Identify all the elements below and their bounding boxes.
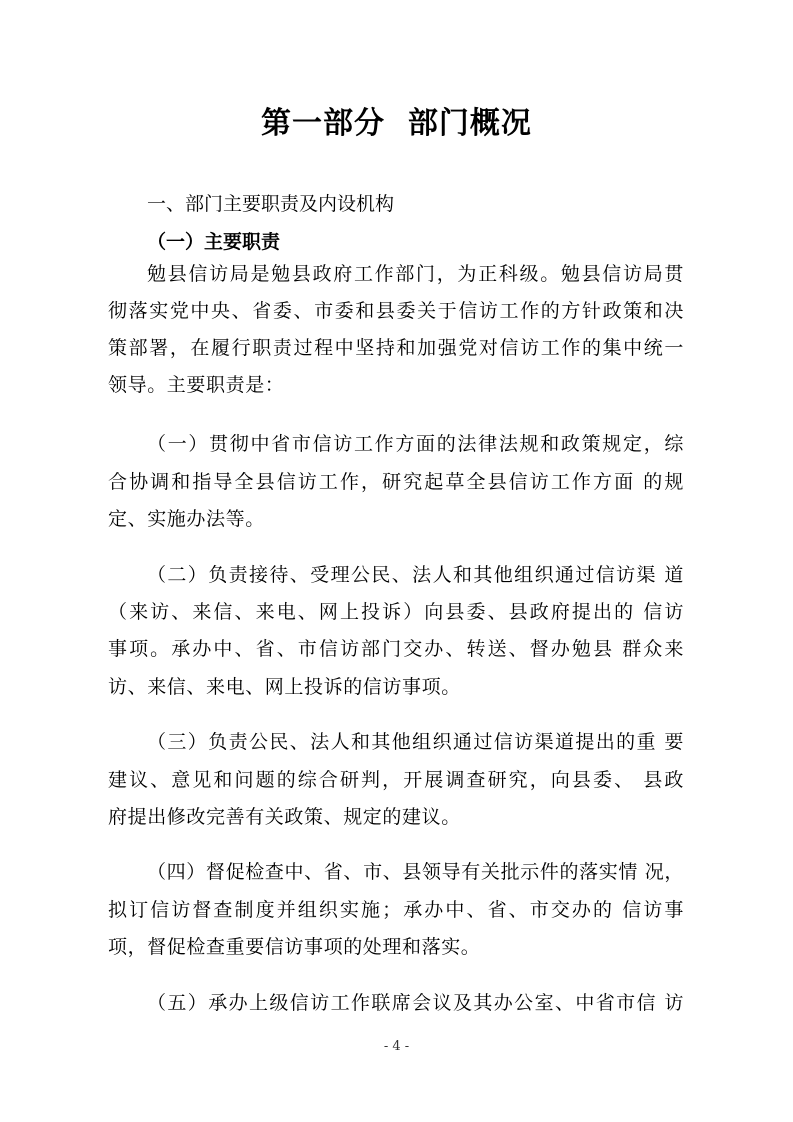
paragraph-line: 定、实施办法等。: [108, 508, 265, 530]
paragraph-line: 彻落实党中央、省委、市委和县委关于信访工作的方针政策和决: [108, 300, 684, 322]
paragraph-line: （四）督促检查中、省、市、县领导有关批示件的落实情 况，: [147, 861, 684, 883]
paragraph-line: 领导。主要职责是：: [108, 374, 285, 396]
page-number: - 4 -: [383, 1039, 410, 1054]
paragraph-line: 合协调和指导全县信访工作，研究起草全县信访工作方面 的规: [108, 471, 684, 493]
paragraph-line: 项，督促检查重要信访事项的处理和落实。: [108, 936, 481, 958]
paragraph-line: 事项。承办中、省、市信访部门交办、转送、督办勉县 群众来: [108, 638, 684, 660]
paragraph-line: （来访、来信、来电、网上投诉）向县委、县政府提出的 信访: [108, 601, 684, 623]
paragraph-line: 府提出修改完善有关政策、规定的建议。: [108, 806, 461, 828]
section-heading: 一、部门主要职责及内设机构: [147, 193, 395, 215]
page-title: 第一部分 部门概况: [261, 106, 532, 141]
paragraph-line: 拟订信访督查制度并组织实施；承办中、省、市交办的 信访事: [108, 899, 684, 921]
paragraph-line: （一）贯彻中省市信访工作方面的法律法规和政策规定，综: [147, 433, 684, 455]
paragraph-line: （三）负责公民、法人和其他组织通过信访渠道提出的重 要: [147, 731, 684, 753]
paragraph-line: 策部署，在履行职责过程中坚持和加强党对信访工作的集中统一: [108, 337, 684, 359]
paragraph-line: 访、来信、来电、网上投诉的信访事项。: [108, 676, 461, 698]
paragraph-line: 建议、意见和问题的综合研判，开展调查研究，向县委、 县政: [108, 769, 684, 791]
paragraph-line: 勉县信访局是勉县政府工作部门，为正科级。勉县信访局贯: [147, 263, 684, 285]
paragraph-line: （二）负责接待、受理公民、法人和其他组织通过信访渠 道: [147, 564, 684, 586]
paragraph-line: （五）承办上级信访工作联席会议及其办公室、中省市信 访: [147, 992, 684, 1014]
subsection-heading: （一）主要职责: [147, 231, 281, 253]
